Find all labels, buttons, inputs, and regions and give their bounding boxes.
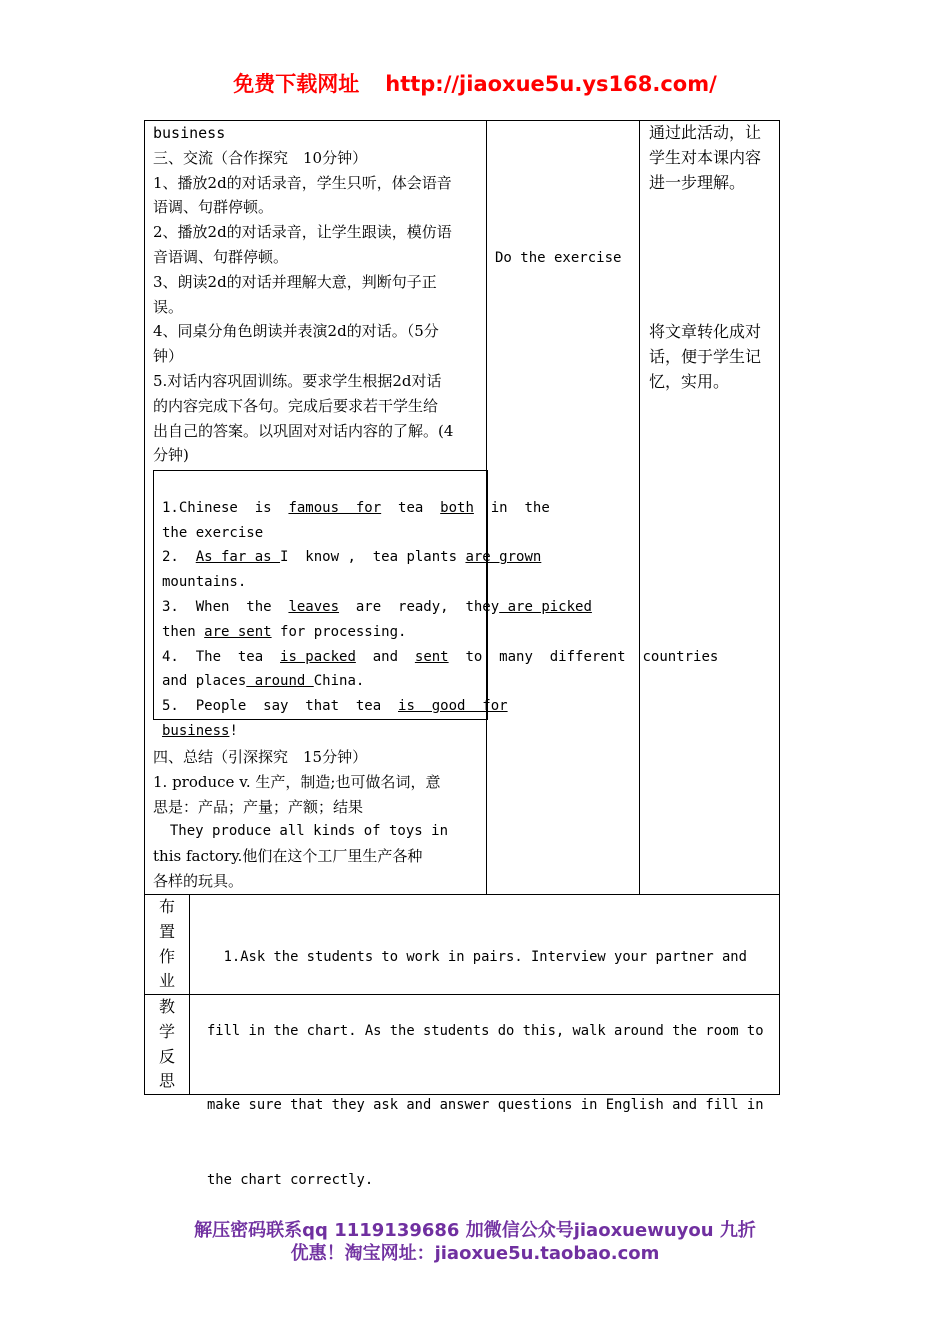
summary-line-3: They produce all kinds of toys in	[153, 823, 449, 840]
summary-line-1: 1. produce v. 生产，制造;也可做名词，意	[153, 772, 441, 791]
reflection-label-char-0: 教	[158, 997, 175, 1016]
col1-line-12: 出自己的答案。以巩固对对话内容的了解。(4	[153, 421, 454, 440]
col1-line-6: 3、朗读2d的对话并理解大意，判断句子正	[153, 272, 437, 291]
homework-line-3: the chart correctly.	[207, 1171, 374, 1188]
col3-note1-line-2: 进一步理解。	[649, 172, 746, 192]
exercise-line-4: mountains.	[162, 574, 247, 591]
col1-line-10: 5.对话内容巩固训练。要求学生根据2d对话	[153, 371, 442, 390]
homework-text	[207, 895, 764, 1217]
header-label: 免费下载网址	[233, 72, 360, 96]
exercise-line-10: business!	[162, 722, 238, 739]
col3-note-2	[649, 320, 777, 394]
exercise-line-2: the exercise	[162, 524, 264, 541]
exercise-line-8: and places around China.	[162, 673, 365, 690]
reflection-label-char-2: 反	[158, 1046, 175, 1066]
col1-line-8: 4、同桌分角色朗读并表演2d的对话。（5分	[153, 322, 439, 341]
col1-line-13: 分钟)	[153, 446, 189, 465]
col1-line-7: 误。	[153, 297, 184, 316]
col3-note-1	[649, 121, 777, 195]
footer-line-1: 解压密码联系qq 1119139686 加微信公众号jiaoxuewuyou 九折	[194, 1220, 756, 1241]
col3-note1-line-1: 学生对本课内容	[649, 147, 762, 167]
exercise-line-5: 3. When the leaves are ready, they are picked	[162, 598, 592, 615]
col1-line-9: 钟）	[153, 347, 184, 366]
col2-activity: Do the exercise	[495, 250, 622, 266]
homework-label-char-2: 作	[158, 946, 175, 966]
col1-line-1: 三、交流（合作探究 10分钟）	[153, 148, 368, 167]
summary-line-0: 四、总结（引深探究 15分钟）	[153, 748, 368, 766]
col1-bottom-text	[153, 745, 479, 894]
col1-line-4: 2、播放2d的对话录音，让学生跟读，模仿语	[153, 223, 452, 242]
header-url[interactable]: http://jiaoxue5u.ys168.com/	[385, 72, 717, 96]
homework-line-2: make sure that they ask and answer questions in English and fill in	[207, 1097, 764, 1114]
homework-label-char-0: 布	[158, 897, 175, 916]
footer-line-2: 优惠！淘宝网址：jiaoxue5u.taobao.com	[290, 1243, 660, 1264]
col3-note2-line-2: 忆，实用。	[649, 371, 730, 391]
exercise-line-9: 5. People say that tea is good for	[162, 698, 508, 715]
summary-line-4: this factory.他们在这个工厂里生产各种	[153, 847, 423, 866]
homework-label-char-1: 置	[158, 921, 175, 941]
exercise-line-1: 1.Chinese is famous for tea both in the	[162, 499, 550, 516]
summary-line-5: 各样的玩具。	[153, 871, 244, 890]
homework-line-0: 1.Ask the students to work in pairs. Interview your partner and	[207, 948, 747, 965]
col3-note1-line-0: 通过此活动，让	[649, 123, 762, 142]
table-border-right	[779, 120, 780, 1095]
col1-line-5: 音语调、句群停顿。	[153, 247, 289, 266]
exercise-line-6: then are sent for processing.	[162, 623, 407, 640]
col1-line-2: 1、播放2d的对话录音，学生只听，体会语音	[153, 173, 452, 192]
reflection-label	[144, 995, 190, 1094]
col3-note2-line-0: 将文章转化成对	[649, 322, 762, 341]
col1-line-0: business	[153, 124, 226, 142]
exercise-lines	[162, 471, 718, 769]
header-banner	[0, 68, 950, 98]
homework-label-char-3: 业	[158, 971, 175, 991]
exercise-line-3: 2. As far as I know , tea plants are grown	[162, 549, 542, 566]
homework-line-1: fill in the chart. As the students do this, walk around the room to	[207, 1022, 764, 1039]
col3-note2-line-1: 话，便于学生记	[649, 346, 762, 366]
col1-line-3: 语调、句群停顿。	[153, 198, 274, 217]
summary-line-2: 思是：产品；产量；产额；结果	[153, 797, 364, 816]
col1-line-11: 的内容完成下各句。完成后要求若干学生给	[153, 396, 439, 415]
exercise-line-7: 4. The tea is packed and sent to many different countries	[162, 648, 719, 665]
reflection-label-char-1: 学	[158, 1021, 175, 1041]
col1-top-text	[153, 121, 479, 468]
reflection-label-char-3: 思	[158, 1071, 175, 1091]
homework-label	[144, 895, 190, 994]
